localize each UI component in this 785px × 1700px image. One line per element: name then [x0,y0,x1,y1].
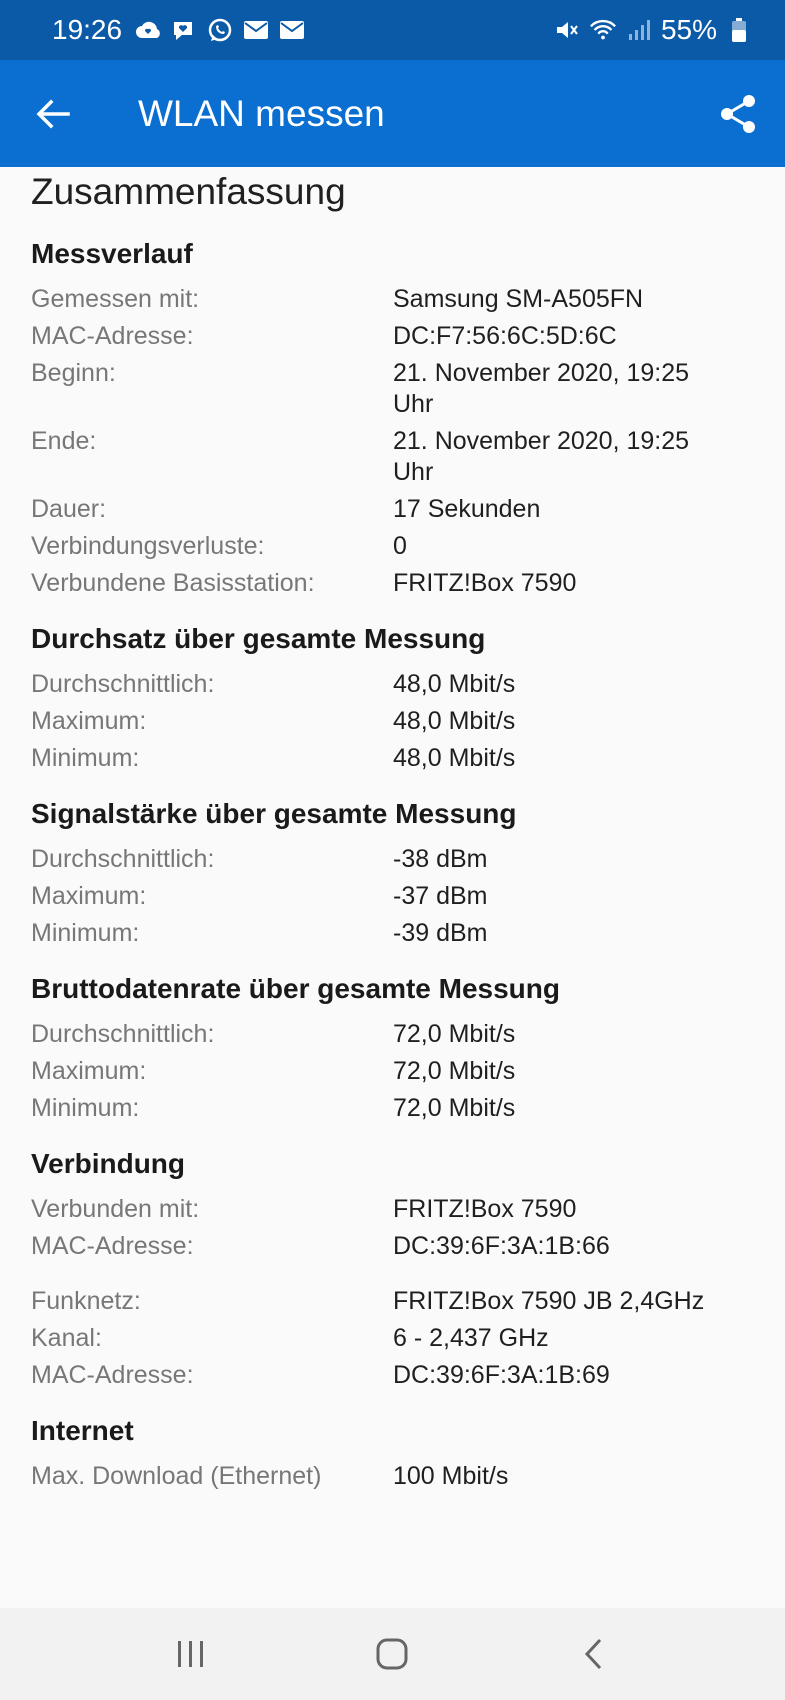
nav-back-button[interactable] [564,1624,624,1684]
row-label: Dauer: [31,495,107,523]
row-value: 72,0 Mbit/s [393,1057,516,1085]
back-chevron-icon [582,1637,606,1671]
mute-icon [553,17,581,43]
signal-icon [625,17,653,43]
row-label: Gemessen mit: [31,285,200,313]
status-time: 19:26 [52,14,123,45]
row-label: Minimum: [31,744,140,772]
row-label: MAC-Adresse: [31,322,194,350]
info-row [31,1093,761,1124]
row-value: 21. November 2020, 19:25 Uhr [393,359,690,418]
row-label: Durchschnittlich: [31,845,215,873]
info-row [31,1194,761,1225]
row-label: Kanal: [31,1324,102,1352]
share-button[interactable] [711,87,765,141]
row-label: Beginn: [31,359,116,387]
row-value: 6 - 2,437 GHz [393,1324,549,1352]
recents-button[interactable] [161,1624,221,1684]
battery-icon [725,17,753,43]
section-title: Verbindung [31,1148,185,1179]
row-value: -39 dBm [393,919,488,947]
row-label: MAC-Adresse: [31,1232,194,1260]
row-value: 21. November 2020, 19:25 Uhr [393,427,690,486]
summary-content[interactable] [31,167,761,1607]
row-value: 48,0 Mbit/s [393,707,516,735]
row-value: 72,0 Mbit/s [393,1020,516,1048]
row-spacer [31,1268,761,1286]
info-row [31,844,761,875]
row-value: 17 Sekunden [393,495,541,523]
info-row [31,494,761,525]
notification-icons [134,17,306,43]
page-header-title: WLAN messen [138,92,385,134]
row-label: Durchschnittlich: [31,1020,215,1048]
section-bruttodatenrate [31,971,761,1124]
info-row [31,881,761,912]
info-row [31,358,761,420]
info-row [31,426,761,488]
recents-icon [175,1639,207,1669]
row-label: Funknetz: [31,1287,141,1315]
info-row [31,918,761,949]
info-row [31,706,761,737]
section-title: Messverlauf [31,238,193,269]
home-icon [375,1637,409,1671]
section-title: Bruttodatenrate über gesamte Messung [31,973,560,1004]
share-icon [719,94,757,134]
row-value: -38 dBm [393,845,488,873]
wifi-icon [589,17,617,43]
row-label: MAC-Adresse: [31,1361,194,1389]
row-value: Samsung SM-A505FN [393,285,644,313]
home-button[interactable] [362,1624,422,1684]
row-value: DC:F7:56:6C:5D:6C [393,322,617,350]
whatsapp-icon [206,17,234,43]
info-row [31,1286,761,1317]
info-row [31,284,761,315]
page-title: Zusammenfassung [31,171,346,212]
row-label: Durchschnittlich: [31,670,215,698]
section-title: Durchsatz über gesamte Messung [31,623,486,654]
row-value: DC:39:6F:3A:1B:69 [393,1361,610,1389]
row-value: 0 [393,532,407,560]
status-bar [0,0,785,60]
row-value: DC:39:6F:3A:1B:66 [393,1232,610,1260]
info-row [31,568,761,599]
navigation-bar [0,1608,785,1700]
row-label: Minimum: [31,919,140,947]
row-value: 48,0 Mbit/s [393,670,516,698]
row-value: 48,0 Mbit/s [393,744,516,772]
section-signalstaerke [31,796,761,949]
row-label: Ende: [31,427,97,455]
row-label: Max. Download (Ethernet) [31,1462,322,1490]
row-label: Maximum: [31,707,147,735]
row-value: 72,0 Mbit/s [393,1094,516,1122]
heart-chat-icon [170,17,198,43]
row-label: Verbindungsverluste: [31,532,265,560]
section-durchsatz [31,621,761,774]
info-row [31,1360,761,1391]
info-row [31,1231,761,1262]
info-row [31,1019,761,1050]
section-verbindung [31,1146,761,1391]
battery-percentage: 55% [660,14,717,45]
info-row [31,1323,761,1354]
row-value: FRITZ!Box 7590 JB 2,4GHz [393,1287,705,1315]
cloud-heart-icon [134,17,162,43]
row-value: FRITZ!Box 7590 [393,1195,577,1223]
row-label: Maximum: [31,1057,147,1085]
info-row [31,669,761,700]
section-title: Internet [31,1415,134,1446]
info-row [31,1461,761,1492]
section-title: Signalstärke über gesamte Messung [31,798,517,829]
info-row [31,531,761,562]
app-bar [0,60,785,167]
row-value: FRITZ!Box 7590 [393,569,577,597]
info-row [31,1056,761,1087]
info-row [31,321,761,352]
back-button[interactable] [26,87,80,141]
mail-icon [242,17,270,43]
row-label: Verbundene Basisstation: [31,569,315,597]
row-label: Verbunden mit: [31,1195,200,1223]
row-value: 100 Mbit/s [393,1462,509,1490]
row-label: Minimum: [31,1094,140,1122]
mail-icon [278,17,306,43]
info-row [31,743,761,774]
row-value: -37 dBm [393,882,488,910]
arrow-left-icon [36,99,70,129]
system-icons [553,14,753,46]
section-messverlauf [31,236,761,599]
row-label: Maximum: [31,882,147,910]
section-internet [31,1413,761,1492]
